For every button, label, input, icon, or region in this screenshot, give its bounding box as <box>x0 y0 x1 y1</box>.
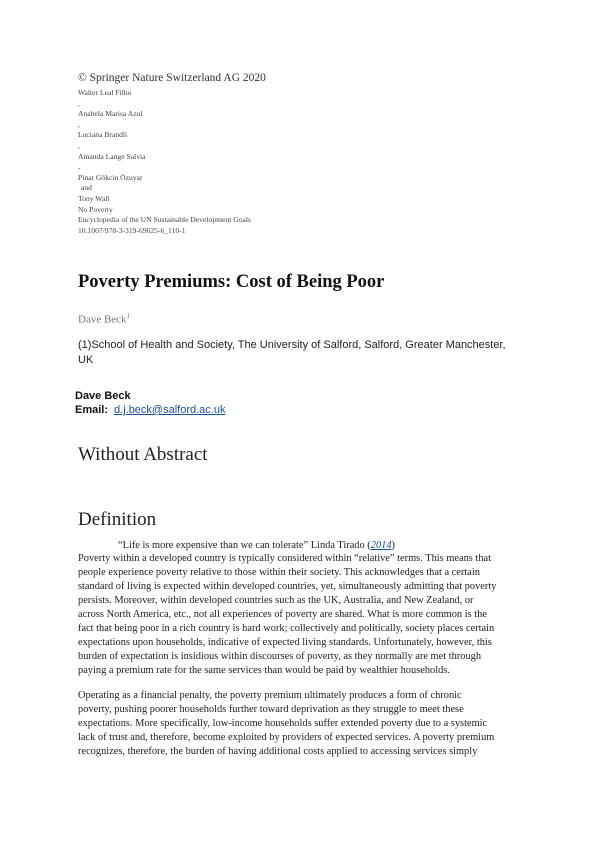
epigraph-quote <box>118 540 395 551</box>
text-line: lack of trust and, therefore, become exploited by providers of expected services. A poverty premium <box>78 732 495 743</box>
contact-block <box>75 389 225 417</box>
affiliation: (1)School of Health and Society, The University of Salford, Salford, Greater Manchester, UK <box>78 339 506 366</box>
email-link[interactable]: d.j.beck@salford.ac.uk <box>114 404 226 416</box>
copyright-line: © Springer Nature Switzerland AG 2020 <box>78 72 266 84</box>
editor-name: Walter Leal Filho <box>78 88 132 97</box>
editor-name: Anabela Marisa Azul <box>78 109 143 119</box>
text-line: across North America, etc., not all experiences of poverty are shared. What is more common is the <box>78 609 487 620</box>
quote-text: “Life is more expensive than we can tolerate” Linda Tirado ( <box>118 540 371 551</box>
book-title: No Poverty <box>78 204 113 214</box>
book-metadata <box>78 88 518 236</box>
doi: 10.1007/978-3-319-69625-6_110-1 <box>78 225 186 235</box>
author-superscript: 1 <box>126 312 131 320</box>
author-line <box>78 312 130 326</box>
abstract-heading: Without Abstract <box>78 444 208 465</box>
body-paragraph <box>78 552 522 678</box>
author-name: Dave Beck <box>78 313 127 326</box>
text-line: persists. Moreover, within developed countries such as the UK, Australia, and New Zealand, or <box>78 595 474 606</box>
text-line: people experience poverty relative to those within their society. This acknowledges that a certain <box>78 567 480 578</box>
series-title: Encyclopedia of the UN Sustainable Development Goals <box>78 215 251 225</box>
text-line: expectations upon households, indicative of expected living standards. Unfortunately, however, this <box>78 637 492 648</box>
text-line: burden of expectation is insidious within discourses of poverty, as they normally are met through <box>78 651 482 662</box>
text-line: fact that being poor in a rich country is hard work; collectively and politically, society places certain <box>78 623 495 634</box>
separator: , <box>78 162 80 172</box>
editor-name: Pinar Gökcin Özuyar <box>78 172 143 182</box>
contact-name: Dave Beck <box>75 390 131 402</box>
separator: , <box>78 140 80 150</box>
email-label: Email: <box>75 404 109 416</box>
separator: , <box>78 119 80 129</box>
text-line: poverty, pushing poorer households further toward deprivation as they struggle to meet these <box>78 704 464 715</box>
separator: , <box>78 98 80 108</box>
text-line: standard of living is expected within developed countries, yet, simultaneously admitting that poverty <box>78 581 497 592</box>
quote-close: ) <box>391 540 395 551</box>
editor-name: Amanda Lange Salvia <box>78 151 146 161</box>
definition-heading: Definition <box>78 509 157 530</box>
text-line: Operating as a financial penalty, the poverty premium ultimately produces a form of chronic <box>78 690 462 701</box>
text-line: recognizes, therefore, the burden of having additional costs applied to accessing services simply <box>78 746 478 757</box>
body-paragraph <box>78 689 522 759</box>
editor-name: Tony Wall <box>78 193 110 203</box>
conjunction: and <box>81 183 92 193</box>
editor-name: Luciana Brandli <box>78 130 128 140</box>
article-title: Poverty Premiums: Cost of Being Poor <box>78 272 385 292</box>
text-line: paying a premium rate for the same services than would be paid by wealthier households. <box>78 665 450 676</box>
text-line: expectations. More specifically, low-income households suffer extended poverty due to a systemic <box>78 718 488 729</box>
citation-link[interactable]: 2014 <box>370 540 392 551</box>
text-line: Poverty within a developed country is typically considered within “relative” terms. This means that <box>78 553 492 564</box>
